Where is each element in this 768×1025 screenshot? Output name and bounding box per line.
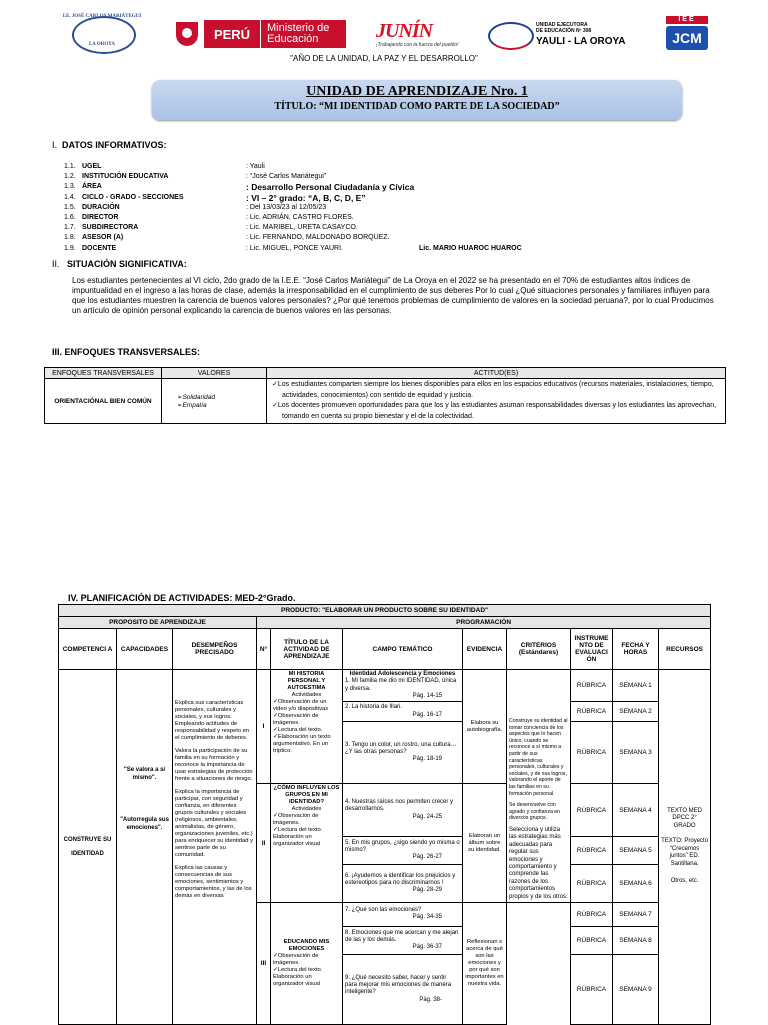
ugel-line2: DE EDUCACIÓN Nº 308 <box>536 28 592 34</box>
col-header: TÍTULO DE LA ACTIVIDAD DE APRENDIZAJE <box>271 629 343 670</box>
info-row <box>64 182 704 192</box>
unit-banner <box>152 80 682 120</box>
ugel-logo-text <box>536 22 646 48</box>
ugel-line1: UNIDAD EJECUTORA <box>536 22 588 28</box>
topic-text: 7. ¿Qué son las emociones? <box>345 907 422 914</box>
info-number: 1.1. <box>64 163 76 170</box>
col-header: EVIDENCIA <box>463 629 507 670</box>
planning-table <box>58 604 711 1025</box>
situacion-paragraph: Los estudiantes pertenecientes al VI ciclo, 2do grado de la I.E.E. “José Carlos Mariátegui” de La Oroya en el 2022 se ha presentado en el 70% de estudiantes altos índices de impuntualidad en el ingreso a las horas de clase, además la irresponsabilidad en el cumplimiento de sus deberes Por lo cual ¿Qué situaciones personales y familiares influyen para que los estudiantes muestren la carencia de buenos valores personales? ¿Por qué tenemos problemas de cumplimiento de valores en la sociedad peruana?, por lo cual Producimos un artículo de opinión personal explicando la carencia de buenos valores en las personas. <box>72 276 714 315</box>
junin-slogan: ¡Trabajando con la fuerza del pueblo! <box>376 42 459 48</box>
topic-cell <box>343 902 463 926</box>
capacidad-item: "Se valora a sí mismo". <box>123 767 166 781</box>
junin-logo <box>376 20 474 48</box>
info-number: 1.3. <box>64 183 76 191</box>
section-datos-informativos: I. DATOS INFORMATIVOS: <box>52 140 167 150</box>
competencia-cell: CONSTRUYE SU IDENTIDAD <box>59 670 117 1025</box>
topic-page: Pág. 24-25 <box>412 813 442 820</box>
info-number: 1.5. <box>64 203 76 211</box>
topic-text: 6. ¡Ayudemos a identificar los prejuicios y estereotipos para no discriminarnos ! <box>345 872 456 886</box>
instrumento-cell: RÚBRICA <box>571 902 613 926</box>
col-header: CAPACIDADES <box>117 629 173 670</box>
activity-item: ✓ Lectura del texto. <box>273 727 340 734</box>
recurso-item: TEXTO: Proyecto “Crecemos juntos” ED. Santillana. <box>661 838 709 867</box>
semana-cell: SEMANA 2 <box>613 702 659 722</box>
unit-subtitle: TÍTULO: “MI IDENTIDAD COMO PARTE DE LA SOCIEDAD” <box>274 101 560 112</box>
desempeno-item: Valora la participación de su familia en su formación y reconoce la importancia de usar estrategias de protección frente a situaciones de riesgo. <box>175 748 253 782</box>
activity-item: ✓ Elaboración un texto argumentativo. En un tríptico. <box>273 734 340 755</box>
info-number: 1.9. <box>64 244 76 252</box>
info-value: : VI – 2° grado: “A, B, C, D, E” <box>246 192 366 203</box>
info-row <box>64 193 704 203</box>
criterio-item: Construye su identidad al tomar conciencia de los aspectos que lo hacen único, cuando se reconoce a sí mismo a partir de sus características personales, culturales y sociales, y de sus logros, valorando el aporte de las familias en su formación personal. <box>509 718 568 797</box>
info-value: : Del 13/03/23 al 12/05/23 <box>246 203 327 211</box>
activity-item: Elaboración un organizador visual <box>273 973 321 987</box>
info-label: ASESOR (A) <box>82 234 124 242</box>
school-seal-icon <box>72 16 136 54</box>
instrumento-cell: RÚBRICA <box>571 670 613 702</box>
evidencia-cell: Elabora su autobiografía. <box>463 670 507 784</box>
topic-cell <box>343 702 463 722</box>
section-number: I. <box>52 140 58 150</box>
header-logos <box>56 14 720 52</box>
desempeno-item: Explica las causas y consecuencias de sus emociones, sentimientos y comportamientos, y las de los demás en diversas <box>175 865 252 899</box>
activity-item: ✓ Observación de un video y/o diapositivas <box>273 699 340 713</box>
instrumento-cell: RÚBRICA <box>571 864 613 902</box>
activity-item: ✓ Observación de imágenes. <box>273 813 340 827</box>
recurso-item: TEXTO MED DPCC 2° GRADO <box>667 807 703 829</box>
peru-shield-icon <box>176 22 198 46</box>
semana-cell: SEMANA 7 <box>613 902 659 926</box>
activity-item: ✓ Lectura del texto. <box>273 967 340 974</box>
info-label: INSTITUCIÓN EDUCATIVA <box>82 173 169 181</box>
topic-page: Pág. 14-15 <box>412 692 442 699</box>
topic-text: 4. Nuestras raíces nos permiten crecer y desarrollarnos. <box>345 799 454 813</box>
valor-item: ➢ Solidaridad <box>177 393 263 401</box>
col-header: FECHA Y HORAS <box>613 629 659 670</box>
ugel-emblem-icon <box>488 22 534 50</box>
activity-item: ✓ Observación de imágenes. <box>273 713 340 727</box>
instrumento-cell: RÚBRICA <box>571 926 613 954</box>
activity-title: EDUCANDO MIS EMOCIONES <box>283 938 330 952</box>
valor-item: ➢ Empatía <box>177 401 263 409</box>
info-label: ÁREA <box>82 183 102 191</box>
activity-sub: Actividades <box>291 806 322 813</box>
topic-cell <box>343 926 463 954</box>
semana-cell: SEMANA 3 <box>613 722 659 784</box>
programacion-header: PROGRAMACIÓN <box>257 617 711 629</box>
info-row <box>64 233 704 243</box>
activity-cell <box>271 902 343 1024</box>
col-header: RECURSOS <box>659 629 711 670</box>
activity-number: II <box>257 784 271 903</box>
actitudes-header: ACTITUD(ES) <box>267 368 726 379</box>
year-motto: "AÑO DE LA UNIDAD, LA PAZ Y EL DESARROLLO" <box>290 54 478 63</box>
unit-title: UNIDAD DE APRENDIZAJE Nro. 1 <box>306 84 528 99</box>
iee-logo-bottom: JCM <box>666 26 708 50</box>
instrumento-cell: RÚBRICA <box>571 954 613 1024</box>
topic-cell <box>343 722 463 784</box>
section-planificacion: IV. PLANIFICACIÓN DE ACTIVIDADES: MED-2°Grado. <box>68 593 296 603</box>
topic-page: Pág. 26-27 <box>412 854 442 861</box>
col-header: N° <box>257 629 271 670</box>
criterios-continuation <box>507 902 571 1024</box>
campo-head: Identidad Adolescencia y Emociones <box>349 671 456 677</box>
activity-item: Elaboración un organizador visual <box>273 834 321 848</box>
info-value: : Lic. MIGUEL, PONCE YAURI. <box>246 244 343 252</box>
col-header: COMPETENCI A <box>59 629 117 670</box>
semana-cell: SEMANA 6 <box>613 864 659 902</box>
info-value-docente2: Lic. MARIO HUAROC HUAROC <box>419 244 522 252</box>
info-row <box>64 162 704 172</box>
topic-cell <box>343 954 463 1024</box>
info-label: SUBDIRECTORA <box>82 224 139 232</box>
topic-page: Pág. 16-17 <box>412 711 442 718</box>
school-logo-bottom-text: LA OROYA <box>88 42 116 47</box>
actitud-item: ✓ Los estudiantes comparten siempre los bienes disponibles para ellos en los espacios educativos (recursos materiales, instalaciones, tiempo, actividades, conocimientos) con sentido de equidad y justicia. <box>270 380 722 401</box>
info-label: DOCENTE <box>82 244 117 252</box>
topic-cell <box>343 836 463 864</box>
desempeno-item: Explica la importancia de participar, con seguridad y confianza, en diferentes grupos culturales y sociales (religiosos, ambientales, animalistas, de género, organizaciones juveniles, etc.) para enriquecer su identidad y sentirse parte de su comunidad. <box>175 789 253 858</box>
info-row <box>64 244 704 254</box>
info-label: CICLO - GRADO - SECCIONES <box>82 193 184 201</box>
valores-header: VALORES <box>162 368 267 379</box>
enfoques-header: ENFOQUES TRANSVERSALES <box>45 368 162 379</box>
col-header: INSTRUME NTO DE EVALUACI ÓN <box>571 629 613 670</box>
enfoques-table <box>44 367 726 424</box>
criterio-item: Selecciona y utiliza las estrategias más adecuadas para regular sus emociones y comportamiento y comprende las razones de los comportamientos propios y de los otros. <box>509 826 568 900</box>
info-number: 1.4. <box>64 193 76 201</box>
actitud-item: ✓ Los docentes promueven oportunidades para que los y las estudiantes asuman responsabilidades diversas y los estudiantes las aprovechan, tomando en cuenta su propio bienestar y el de la colectividad. <box>270 401 722 422</box>
desempeno-item: Explica sus características personales, culturales y sociales, y sus logros. Empleando actitudes de responsabilidad y respeto en el cumplimiento de deberes. <box>175 700 250 741</box>
topic-cell <box>343 670 463 702</box>
instrumento-cell: RÚBRICA <box>571 784 613 837</box>
recurso-item: Otros, etc. <box>670 878 699 885</box>
criterios-cell <box>507 670 571 903</box>
enfoque-cell: ORIENTACIÓNAL BIEN COMÚN <box>45 379 162 424</box>
topic-page: Pág. 36-37 <box>412 944 442 951</box>
activity-item: ✓ Observación de imágenes. <box>273 953 340 967</box>
info-value: : Lic. FERNANDO, MALDONADO BORQUEZ. <box>246 234 390 242</box>
peru-logo: PERÚ <box>204 20 260 48</box>
info-value: : Lic. ADRIÁN, CASTRO FLORES. <box>246 213 354 221</box>
semana-cell: SEMANA 8 <box>613 926 659 954</box>
iee-logo <box>666 16 708 50</box>
section-number: II. <box>52 259 60 269</box>
info-number: 1.8. <box>64 234 76 242</box>
section-enfoques: III. ENFOQUES TRANSVERSALES: <box>52 347 201 357</box>
topic-text: 5. En mis grupos, ¿sigo siendo yo misma o mismo? <box>345 839 460 853</box>
iee-logo-top: IEE <box>666 16 708 24</box>
topic-text: 8. Emociones que me acercan y me alejan de las y los demás. <box>345 929 459 943</box>
actitudes-cell <box>267 379 726 424</box>
activity-cell <box>271 784 343 903</box>
activity-number: I <box>257 670 271 784</box>
info-list <box>64 162 704 254</box>
instrumento-cell: RÚBRICA <box>571 722 613 784</box>
info-value: : “José Carlos Mariátegui” <box>246 173 327 181</box>
topic-page: Pág. 34-35 <box>412 914 442 921</box>
ministerio-logo: Ministerio de Educación <box>260 20 346 48</box>
topic-page: Pág. 18-19 <box>412 756 442 763</box>
activity-cell <box>271 670 343 784</box>
desempenos-cell <box>173 670 257 1025</box>
topic-text: 1. Mi familia me dio mi IDENTIDAD, única y diversa. <box>345 678 457 692</box>
info-number: 1.2. <box>64 173 76 181</box>
instrumento-cell: RÚBRICA <box>571 836 613 864</box>
col-header: DESEMPEÑOS PRECISADO <box>173 629 257 670</box>
activity-sub: Actividades <box>291 692 322 698</box>
valores-cell <box>162 379 267 424</box>
activity-number: III <box>257 902 271 1024</box>
col-header: CRITERIOS (Estándares) <box>507 629 571 670</box>
semana-cell: SEMANA 1 <box>613 670 659 702</box>
info-row <box>64 213 704 223</box>
info-row <box>64 203 704 213</box>
topic-cell <box>343 784 463 837</box>
info-value: : Yauli <box>246 163 265 170</box>
criterio-item: Se desenvuelve con agrado y confianza en diversos grupos. <box>509 802 561 822</box>
recursos-cell <box>659 670 711 1025</box>
topic-cell <box>343 864 463 902</box>
info-row <box>64 172 704 182</box>
info-row <box>64 223 704 233</box>
activity-item: ✓ Lectura del texto. <box>273 827 340 834</box>
semana-cell: SEMANA 9 <box>613 954 659 1024</box>
school-logo <box>56 14 148 52</box>
proposito-header: PROPOSITO DE APRENDIZAJE <box>59 617 257 629</box>
info-label: UGEL <box>82 163 102 170</box>
capacidad-item: "Autorregula sus emociones". <box>120 817 169 831</box>
info-value: : Desarrollo Personal Ciudadanía y Cívica <box>246 182 415 193</box>
activity-title: ¿CÓMO INFLUYEN LOS GRUPOS EN MI IDENTIDAD? <box>273 785 340 806</box>
activity-title: MI HISTORIA PERSONAL Y AUTOESTIMA <box>287 671 326 691</box>
school-logo-top-text: I.E. JOSÉ CARLOS MARIÁTEGUI <box>62 14 142 19</box>
col-header: CAMPO TEMÁTICO <box>343 629 463 670</box>
junin-logo-text: JUNÍN <box>376 20 433 42</box>
info-label: DURACIÓN <box>82 203 120 211</box>
semana-cell: SEMANA 5 <box>613 836 659 864</box>
info-value: : Lic. MARIBEL, URETA CASAYCO. <box>246 224 358 232</box>
topic-text: 2. La historia de Illari. <box>345 704 403 711</box>
evidencia-cell: Reflexionan s acerca de qué son las emociones y por qué son importantes en nuestra vida. <box>463 902 507 1024</box>
topic-text: 3. Tengo un color, un rostro, una cultura… ¿Y las otras personas? <box>345 741 457 756</box>
topic-page: Pág. 38- <box>419 996 442 1003</box>
topic-text: 9. ¿Qué necesito saber, hacer y sentir para mejorar mis emociones de manera inteligente? <box>345 974 452 996</box>
ugel-name: YAULI - LA OROYA <box>536 36 626 47</box>
capacidades-cell <box>117 670 173 1025</box>
section-situacion-significativa <box>52 259 187 269</box>
info-number: 1.7. <box>64 224 76 232</box>
evidencia-cell: Elaboran un álbum sobre su identidad. <box>463 784 507 903</box>
info-number: 1.6. <box>64 213 76 221</box>
producto-header: PRODUCTO: "ELABORAR UN PRODUCTO SOBRE SU IDENTIDAD" <box>59 605 711 617</box>
topic-page: Pág. 28-29 <box>412 887 442 894</box>
section-title: DATOS INFORMATIVOS <box>62 140 164 150</box>
info-label: DIRECTOR <box>82 213 119 221</box>
instrumento-cell: RÚBRICA <box>571 702 613 722</box>
section-title: SITUACIÓN SIGNIFICATIVA: <box>67 259 187 269</box>
semana-cell: SEMANA 4 <box>613 784 659 837</box>
